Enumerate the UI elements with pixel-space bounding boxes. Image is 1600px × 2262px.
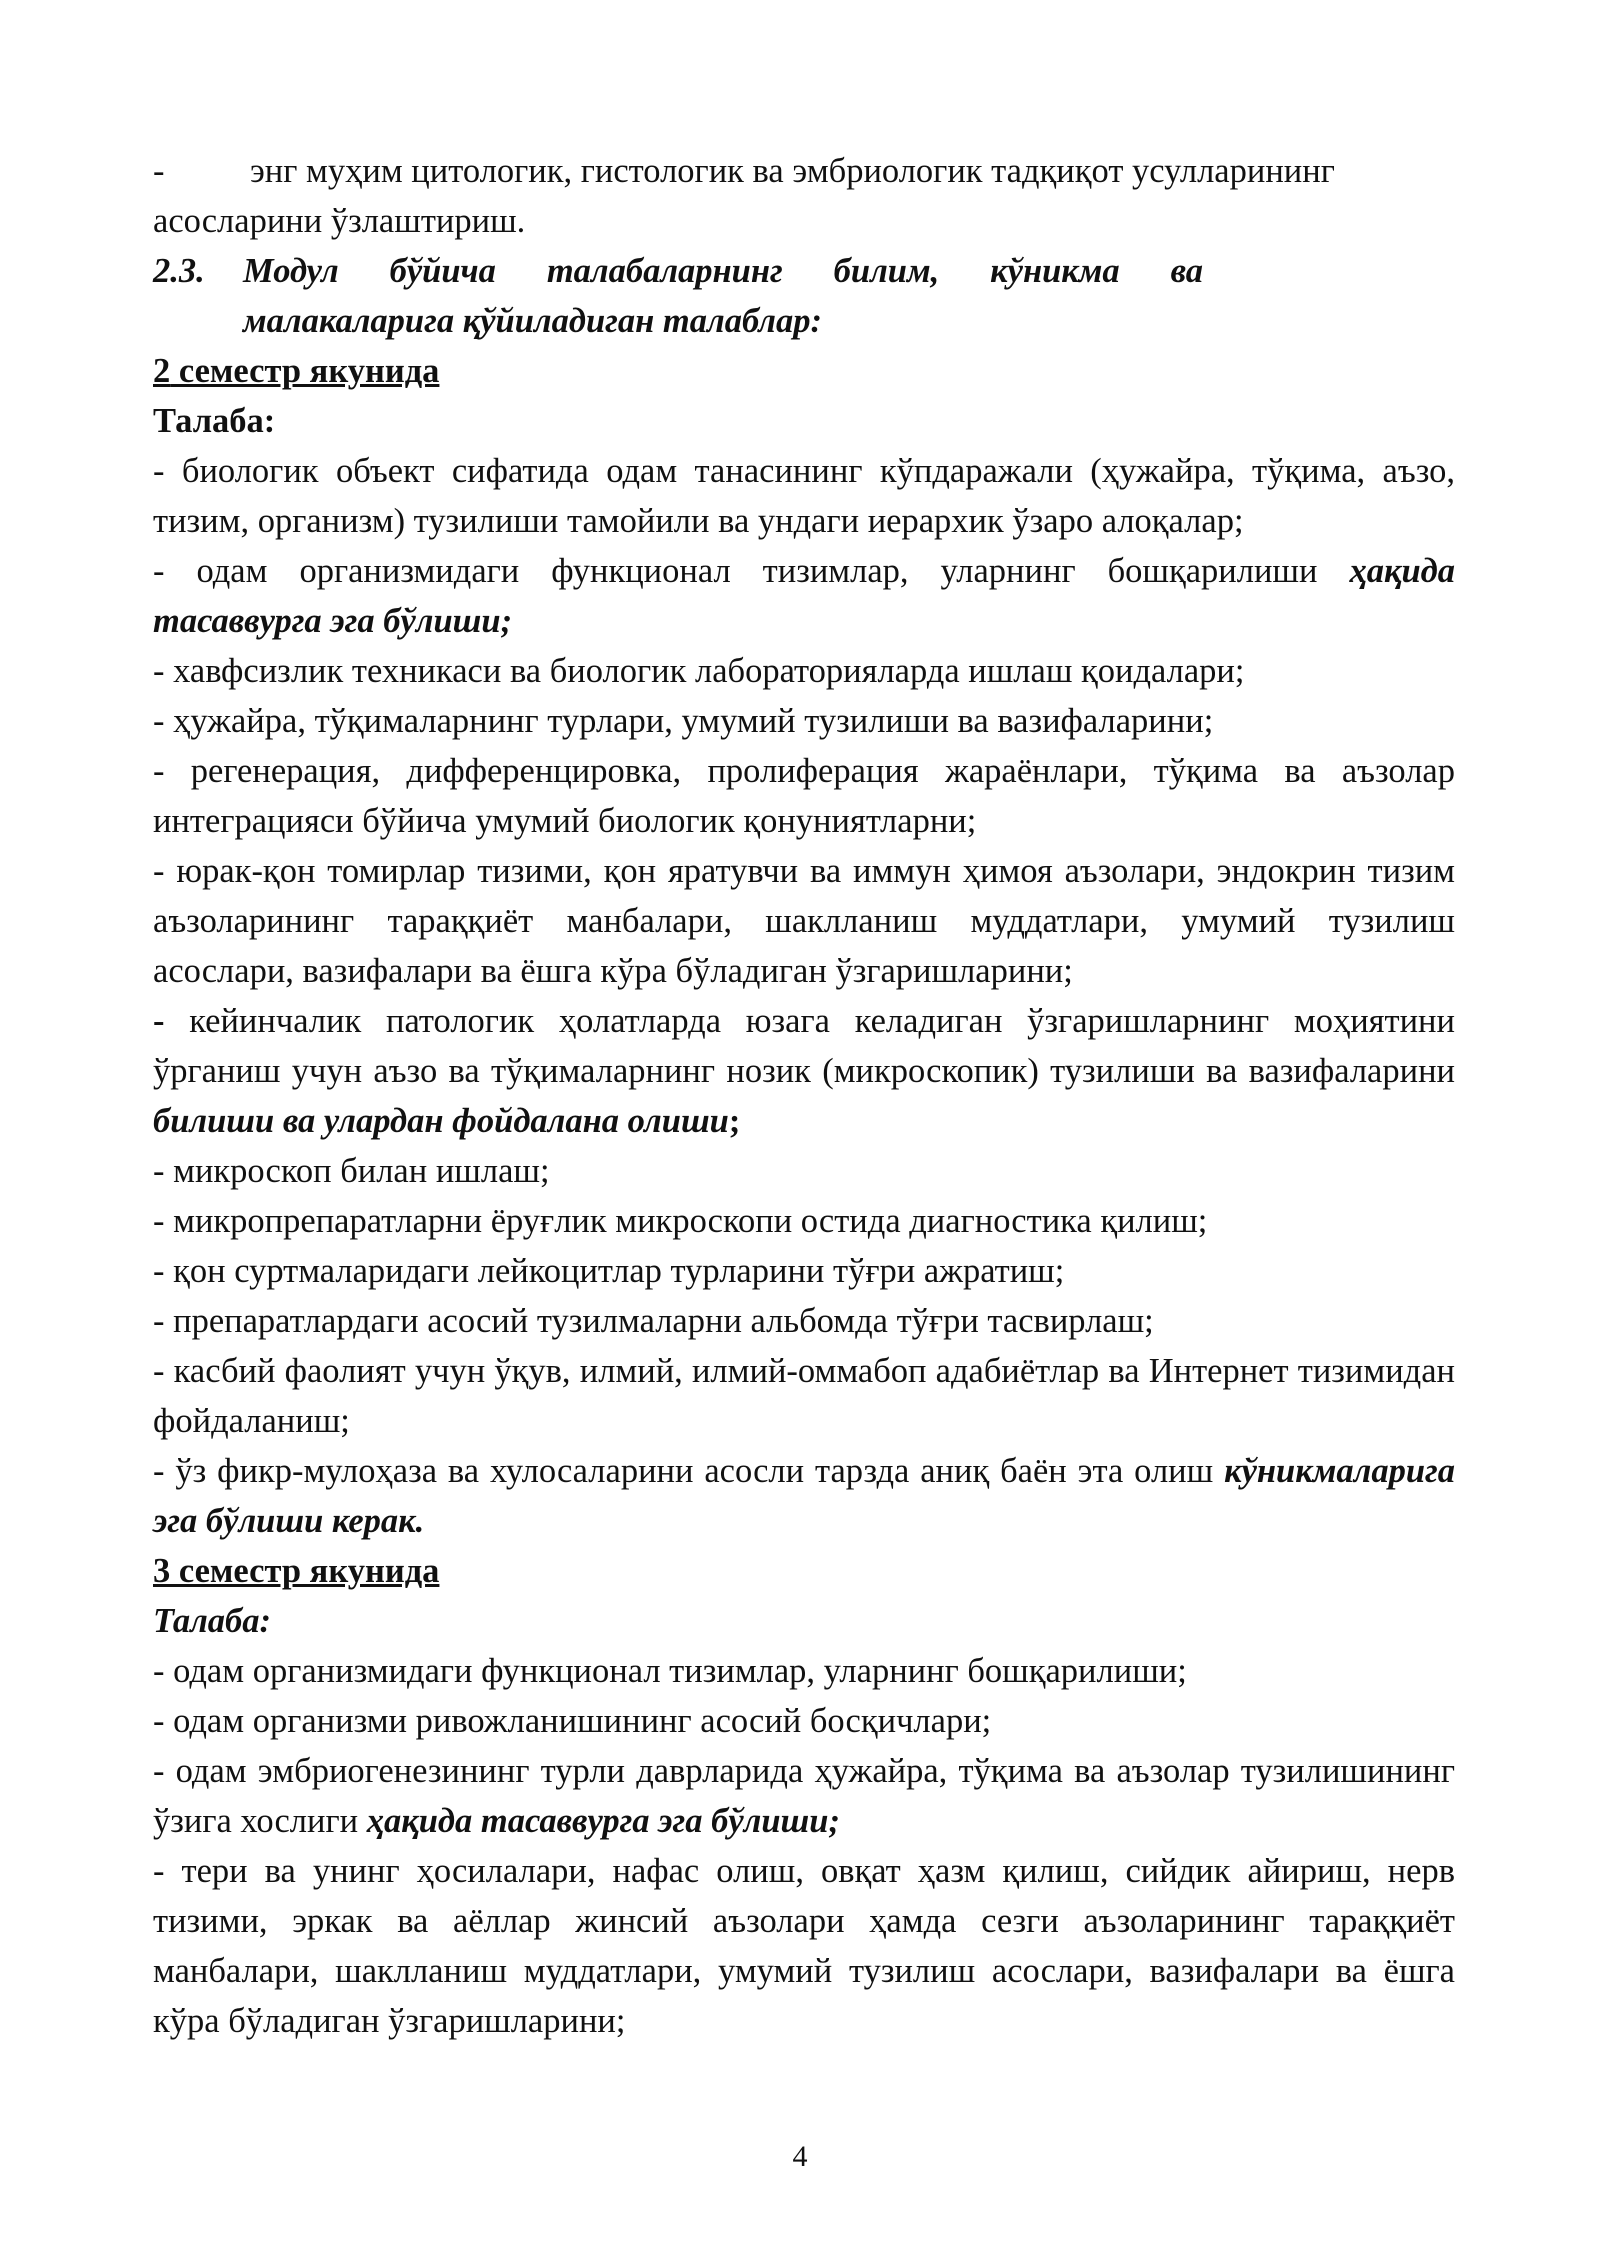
sem3-student-label: Талаба: bbox=[153, 1602, 271, 1640]
sem3-item-3 bbox=[153, 1746, 1455, 1846]
section-title-line2: малакаларига қўйиладиган талаблар: bbox=[243, 302, 823, 340]
sem2-item-11: - препаратлардаги асосий тузилмаларни альбомда тўғри тасвирлаш; bbox=[153, 1302, 1154, 1340]
page-number: 4 bbox=[792, 2140, 808, 2173]
sem2-item-2-text: - одам организмидаги функционал тизимлар, уларнинг бошқарилиши bbox=[153, 552, 1350, 590]
sem2-item-7-end: ; bbox=[728, 1102, 741, 1140]
sem2-item-8: - микроскоп билан ишлаш; bbox=[153, 1152, 550, 1190]
intro-line2: асосларини ўзлаштириш. bbox=[153, 202, 526, 240]
sem2-heading-text: семестр якунида bbox=[170, 352, 440, 390]
intro-dash: - bbox=[153, 152, 165, 190]
sem3-heading: 3 семестр якунида bbox=[153, 1552, 440, 1590]
sem2-item-2 bbox=[153, 546, 1455, 646]
sem2-item-13-emphasis: кўникмаларига эга бўлиши керак. bbox=[153, 1452, 1455, 1540]
sem2-item-7-dash: - bbox=[153, 1002, 165, 1040]
intro-item bbox=[153, 146, 1455, 196]
sem3-item-2: - одам организми ривожланишининг асосий босқичлари; bbox=[153, 1702, 992, 1740]
section-heading bbox=[153, 246, 1455, 296]
section-title-line1: Модул бўйича талабаларнинг билим, кўникма ва bbox=[243, 252, 1203, 290]
sem2-item-5: - регенерация, дифференцировка, пролиферация жараёнлари, тўқима ва аъзолар интеграцияси бўйича умумий биологик қонуниятларни; bbox=[153, 752, 1455, 840]
sem2-heading-num: 2 bbox=[153, 352, 171, 390]
sem3-item-4: - тери ва унинг ҳосилалари, нафас олиш, овқат ҳазм қилиш, сийдик айириш, нерв тизими, эркак ва аёллар жинсий аъзолари ҳамда сезги аъзоларининг тараққиёт манбалари, шаклланиш муддатлари, умумий тузилиш асослари, вазифалари ва ёшга кўра бўладиган ўзгаришларини; bbox=[153, 1852, 1455, 2040]
sem2-item-9: - микропрепаратларни ёруғлик микроскопи остида диагностика қилиш; bbox=[153, 1202, 1208, 1240]
sem2-item-1: - биологик объект сифатида одам танасининг кўпдаражали (ҳужайра, тўқима, аъзо, тизим, организм) тузилиши тамойили ва ундаги иерархик ўзаро алоқалар; bbox=[153, 452, 1455, 540]
sem3-item-3-emphasis: ҳақида тасаввурга эга бўлиши; bbox=[366, 1802, 840, 1840]
document-page bbox=[153, 146, 1455, 2046]
sem2-item-13 bbox=[153, 1446, 1455, 1546]
sem2-item-13-text: - ўз фикр-мулоҳаза ва хулосаларини асосли тарзда аниқ баён эта олиш bbox=[153, 1452, 1225, 1490]
sem2-item-7-text: кейинчалик патологик ҳолатларда юзага келадиган ўзгаришларнинг моҳиятини ўрганиш учун аъзо ва тўқималарнинг нозик (микроскопик) тузилиши ва вазифаларини bbox=[153, 1002, 1455, 1090]
sem2-heading bbox=[153, 346, 1455, 396]
sem3-item-3-text: - одам эмбриогенезининг турли даврларида ҳужайра, тўқима ва аъзолар тузилишининг ўзига хослиги bbox=[153, 1752, 1455, 1840]
sem2-item-4: - ҳужайра, тўқималарнинг турлари, умумий тузилиши ва вазифаларини; bbox=[153, 702, 1214, 740]
sem2-item-12: - касбий фаолият учун ўқув, илмий, илмий-оммабоп адабиётлар ва Интернет тизимидан фойдаланиш; bbox=[153, 1352, 1455, 1440]
sem2-item-3: - хавфсизлик техникаси ва биологик лабораторияларда ишлаш қоидалари; bbox=[153, 652, 1245, 690]
intro-line1: энг муҳим цитологик, гистологик ва эмбриологик тадқиқот усулларининг bbox=[250, 152, 1335, 190]
sem2-item-10: - қон суртмаларидаги лейкоцитлар турларини тўғри ажратиш; bbox=[153, 1252, 1065, 1290]
sem2-item-7 bbox=[153, 996, 1455, 1146]
sem3-item-1: - одам организмидаги функционал тизимлар, уларнинг бошқарилиши; bbox=[153, 1652, 1187, 1690]
sem2-item-2-emphasis: ҳақида тасаввурга эга бўлиши; bbox=[153, 552, 1455, 640]
sem2-item-6: - юрак-қон томирлар тизими, қон яратувчи ва иммун ҳимоя аъзолари, эндокрин тизим аъзоларининг тараққиёт манбалари, шаклланиш муддатлари, умумий тузилиш асослари, вазифалари ва ёшга кўра бўладиган ўзгаришларини; bbox=[153, 852, 1455, 990]
sem2-item-7-emphasis: билиши ва улардан фойдалана олиши bbox=[153, 1102, 729, 1140]
section-number: 2.3. bbox=[153, 252, 205, 290]
sem2-student-label: Талаба: bbox=[153, 402, 276, 440]
